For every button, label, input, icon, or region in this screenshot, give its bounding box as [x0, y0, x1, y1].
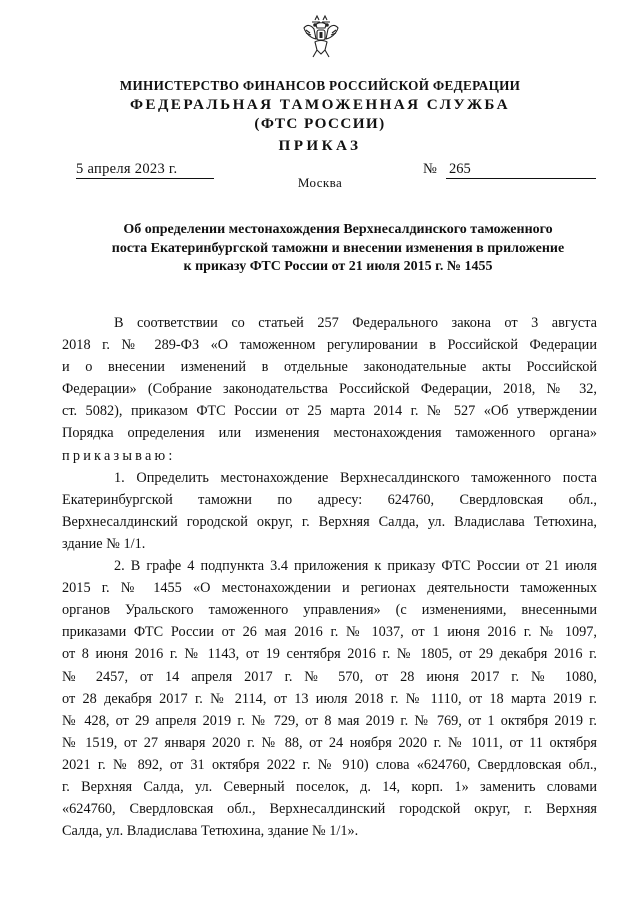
body-line: № 1519, от 27 января 2020 г. № 88, от 24 ноября 2020 г. № 1011, от 11 октября: [62, 734, 597, 751]
order-subject: [95, 221, 581, 277]
body-line: от 8 июня 2016 г. № 1143, от 19 сентября 2016 г. № 1805, от 29 декабря 2016 г.: [62, 646, 597, 663]
body-line: Верхнесалдинский городской округ, г. Верхняя Салда, ул. Владислава Тетюхина,: [62, 513, 597, 530]
coat-of-arms-emblem-icon: [301, 14, 341, 60]
body-line: здание № 1/1.: [62, 535, 146, 552]
body-line: «624760, Свердловская обл., Верхнесалдинский городской округ, г. Верхняя: [62, 801, 597, 818]
body-line: от 28 декабря 2017 г. № 2114, от 13 июля 2018 г. № 1110, от 18 марта 2019 г.: [62, 690, 597, 707]
body-line: приказываю:: [62, 447, 176, 464]
body-line: 2015 г. № 1455 «О местонахождении и регионах деятельности таможенных: [62, 580, 597, 597]
subject-line: к приказу ФТС России от 21 июля 2015 г. № 1455: [183, 259, 493, 274]
body-line: приказами ФТС России от 26 мая 2016 г. № 1037, от 1 июня 2016 г. № 1097,: [62, 624, 597, 641]
service-name: ФЕДЕРАЛЬНАЯ ТАМОЖЕННАЯ СЛУЖБА: [129, 96, 511, 113]
body-line: г. Верхняя Салда, ул. Северный поселок, д. 14, корп. 1» заменить словами: [62, 778, 597, 795]
body-line: и о внесении изменений в отдельные законодательные акты Российской: [62, 359, 597, 376]
number-sign: №: [423, 161, 437, 177]
subject-line: Об определении местонахождения Верхнесалдинского таможенного: [123, 222, 553, 237]
body-line: № 2457, от 14 апреля 2017 г. № 570, от 28 июня 2017 г. № 1080,: [62, 668, 597, 685]
order-number: 265: [446, 160, 596, 179]
city: Москва: [297, 175, 343, 190]
body-line: 1. Определить местонахождение Верхнесалдинского таможенного поста: [114, 469, 597, 486]
body-line: № 428, от 29 апреля 2019 г. № 729, от 8 мая 2019 г. № 769, от 1 октября 2019 г.: [62, 712, 597, 729]
ministry-name: МИНИСТЕРСТВО ФИНАНСОВ РОССИЙСКОЙ ФЕДЕРАЦИИ: [119, 78, 521, 93]
document-body: [62, 312, 597, 842]
body-line: В соответствии со статьей 257 Федерального закона от 3 августа: [114, 315, 597, 331]
body-line: Салда, ул. Владислава Тетюхина, здание № 1/1».: [62, 823, 359, 840]
body-line: Федерации» (Собрание законодательства Российской Федерации, 2018, № 32,: [62, 381, 597, 398]
order-date-text: 5 апреля 2023 г.: [76, 161, 178, 177]
document-type: ПРИКАЗ: [278, 137, 362, 154]
body-line: Порядка определения или изменения местонахождения таможенного органа»: [62, 425, 597, 442]
body-line: 2. В графе 4 подпункта 3.4 приложения к приказу ФТС России от 21 июля: [114, 558, 597, 575]
subject-line: поста Екатеринбургской таможни и внесении изменения в приложение: [111, 240, 565, 256]
body-line: 2018 г. № 289-ФЗ «О таможенном регулировании в Российской Федерации: [62, 337, 597, 354]
service-abbreviation: (ФТС РОССИИ): [254, 115, 386, 132]
body-line: 2021 г. № 892, от 31 октября 2022 г. № 910) слова «624760, Свердловская обл.,: [62, 756, 597, 773]
body-line: органов Уральского таможенного управления» (с изменениями, внесенными: [62, 602, 597, 619]
body-line: Екатеринбургской таможни по адресу: 624760, Свердловская обл.,: [62, 491, 597, 508]
body-line: ст. 5082), приказом ФТС России от 25 марта 2014 г. № 527 «Об утверждении: [62, 403, 597, 420]
